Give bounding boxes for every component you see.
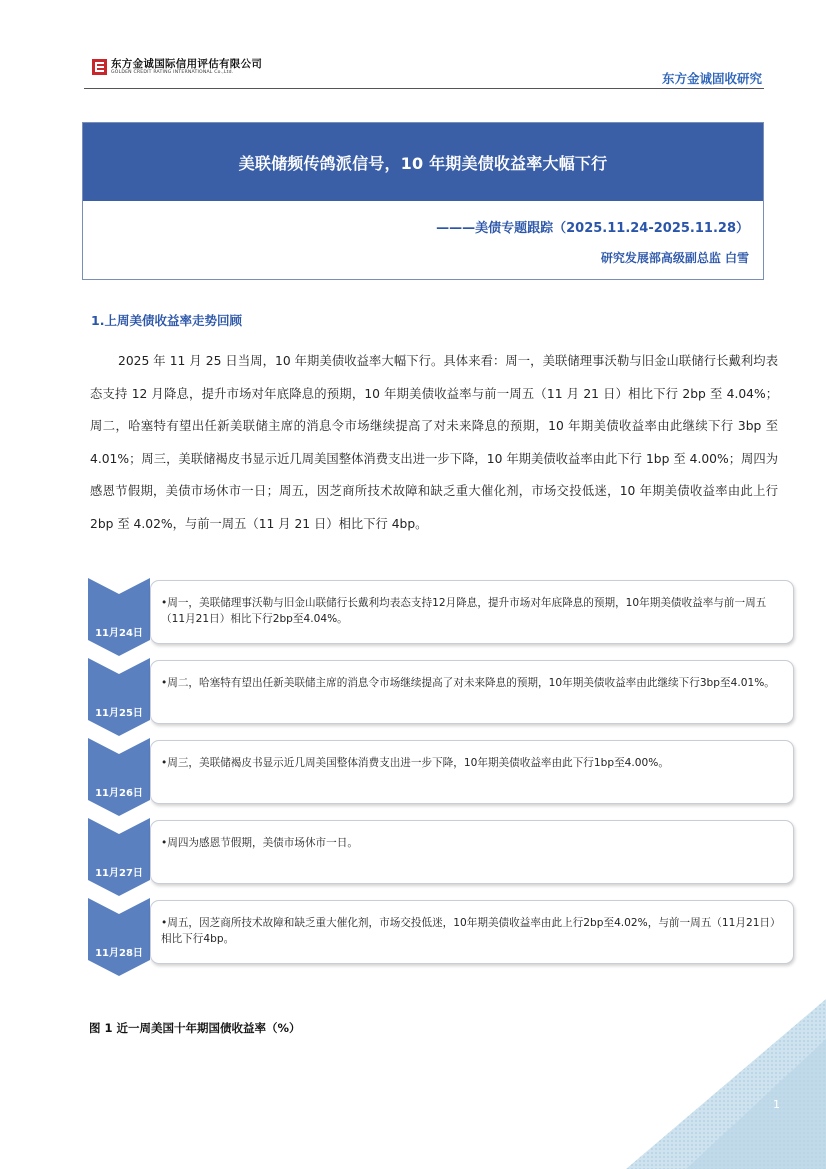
- title-block: [82, 122, 764, 280]
- brand-label: 东方金诚固收研究: [661, 71, 762, 86]
- report-author: 研究发展部高级副总监 白雪: [600, 251, 749, 265]
- chevron-icon: [88, 578, 150, 656]
- figure-caption: 图 1 近一周美国十年期国债收益率（%）: [89, 1021, 301, 1035]
- timeline-card: •周五，因芝商所技术故障和缺乏重大催化剂，市场交投低迷，10年期美债收益率由此上行2bp至4.02%，与前一周五（11月21日）相比下行4bp。: [150, 900, 794, 964]
- timeline-row: [88, 818, 798, 892]
- timeline-date: 11月26日: [95, 788, 143, 799]
- company-name-cn: 东方金诚国际信用评估有限公司: [111, 58, 263, 70]
- chevron-icon: [88, 818, 150, 896]
- corner-decoration: [626, 999, 826, 1169]
- timeline-row: [88, 658, 798, 732]
- title-band: [83, 123, 763, 201]
- company-logo: [92, 58, 262, 76]
- timeline-row: [88, 898, 798, 972]
- report-subtitle: ———美债专题跟踪（2025.11.24-2025.11.28）: [436, 221, 749, 236]
- chevron-icon: [88, 738, 150, 816]
- timeline-date: 11月27日: [95, 868, 143, 879]
- page-number: 1: [773, 1098, 780, 1111]
- timeline-card: •周一，美联储理事沃勒与旧金山联储行长戴利均表态支持12月降息，提升市场对年底降息的预期，10年期美债收益率与前一周五（11月21日）相比下行2bp至4.04%。: [150, 580, 794, 644]
- timeline-row: [88, 738, 798, 812]
- body-paragraph: [90, 345, 778, 540]
- body-paragraph-text: 2025 年 11 月 25 日当周，10 年期美债收益率大幅下行。具体来看：周一，美联储理事沃勒与旧金山联储行长戴利均表态支持 12 月降息，提升市场对年底降息的预期，10 年期美债收益率与前一周五（11 月 21 日）相比下行 2bp 至 4.04%；周二，哈塞特有望出任新美联储主席的消息令市场继续提高了对未来降息的预期，10 年期美债收益率由此继续下行 3bp 至 4.01%；周三，美联储褐皮书显示近几周美国整体消费支出进一步下降，10 年期美债收益率由此下行 1bp 至 4.00%；周四为感恩节假期，美债市场休市一日；周五，因芝商所技术故障和缺乏重大催化剂，市场交投低迷，10 年期美债收益率由此上行 2bp 至 4.02%，与前一周五（11 月 21 日）相比下行 4bp。: [90, 354, 778, 531]
- company-logo-icon: [92, 59, 107, 75]
- chevron-icon: [88, 898, 150, 976]
- timeline-card: •周四为感恩节假期，美债市场休市一日。: [150, 820, 794, 884]
- timeline-date: 11月24日: [95, 628, 143, 639]
- report-title: 美联储频传鸽派信号，10 年期美债收益率大幅下行: [238, 153, 608, 173]
- timeline-date: 11月28日: [95, 948, 143, 959]
- timeline-date: 11月25日: [95, 708, 143, 719]
- section-heading: 1.上周美债收益率走势回顾: [91, 313, 242, 328]
- timeline-row: [88, 578, 798, 652]
- weekly-timeline: [88, 578, 798, 978]
- timeline-card: •周二，哈塞特有望出任新美联储主席的消息令市场继续提高了对未来降息的预期，10年期美债收益率由此继续下行3bp至4.01%。: [150, 660, 794, 724]
- timeline-card: •周三，美联储褐皮书显示近几周美国整体消费支出进一步下降，10年期美债收益率由此下行1bp至4.00%。: [150, 740, 794, 804]
- chevron-icon: [88, 658, 150, 736]
- header-divider: [84, 88, 764, 89]
- company-name-en: GOLDEN CREDIT RATING INTERNATIONAL Co.,Ltd.: [111, 70, 234, 75]
